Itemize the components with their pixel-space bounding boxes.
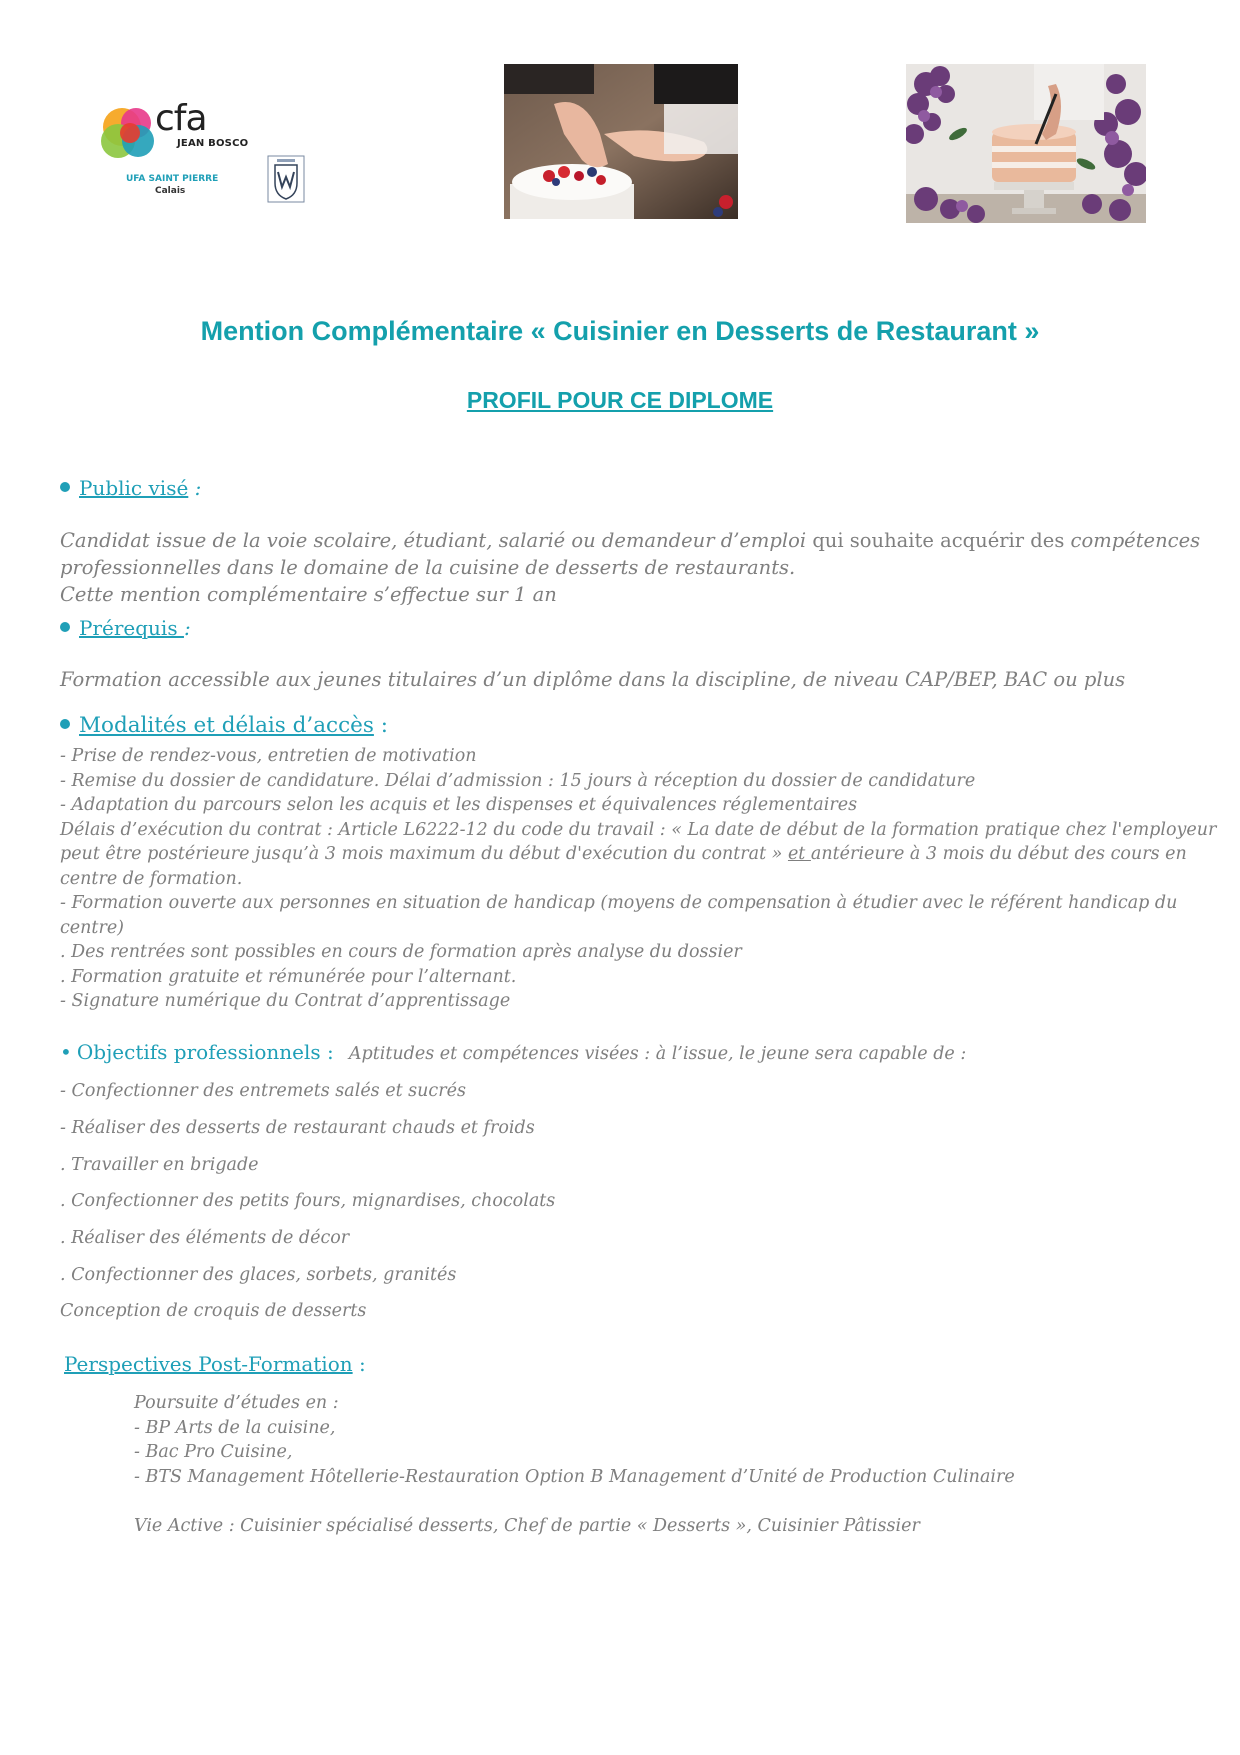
modalites-line: - Adaptation du parcours selon les acquis et les dispenses et équivalences réglementaires [60, 795, 858, 815]
objectifs-intro: Aptitudes et compétences visées : à l’issue, le jeune sera capable de : [348, 1044, 967, 1064]
section-modalites-colon: : [373, 713, 388, 738]
perspectives-line: Poursuite d’études en : [134, 1393, 339, 1413]
section-prerequis-colon: : [183, 616, 191, 640]
cfa-logo-sub: JEAN BOSCO [177, 138, 249, 149]
bullet-dot-icon [60, 482, 70, 492]
modalites-line-contract-b: et [787, 844, 811, 864]
modalites-line: - Remise du dossier de candidature. Délai d’admission : 15 jours à réception du dossier de candidature [60, 770, 976, 791]
modalites-line: - Formation ouverte aux personnes en situation de handicap (moyens de compensation à étudier avec le référent handicap du [60, 893, 1178, 913]
modalites-line-contract-a: peut être postérieure jusqu’à 3 mois maximum du début d'exécution du contrat » [60, 844, 788, 864]
section-perspectives-heading: Perspectives Post-Formation [64, 1352, 353, 1376]
perspectives-line: - Bac Pro Cuisine, [134, 1442, 293, 1462]
perspectives-list [134, 1391, 1214, 1538]
section-perspectives [64, 1352, 366, 1376]
objectif-item: Conception de croquis de desserts [60, 1301, 367, 1321]
modalites-line: centre de formation. [60, 868, 243, 889]
page-title: Mention Complémentaire « Cuisinier en Desserts de Restaurant » [200, 316, 1040, 346]
modalites-line: centre) [60, 917, 125, 938]
section-prerequis [60, 616, 191, 640]
objectif-item: . Travailler en brigade [60, 1155, 259, 1175]
modalites-line-contract [60, 842, 1230, 867]
modalites-line: . Formation gratuite et rémunérée pour l’alternant. [60, 966, 517, 987]
public-line-2: professionnelles dans le domaine de la cuisine de desserts de restaurants. [60, 556, 796, 579]
cfa-logo-word: cfa [155, 98, 207, 139]
section-modalites [60, 713, 388, 738]
ufa-name: UFA SAINT PIERRE [126, 174, 219, 184]
section-objectifs-colon: : [320, 1040, 334, 1064]
perspectives-vie-active: Vie Active : Cuisinier spécialisé desserts, Chef de partie « Desserts », Cuisinier Pâtissier [134, 1515, 920, 1536]
section-prerequis-heading: Prérequis [79, 616, 184, 640]
public-line-3: Cette mention complémentaire s’effectue sur 1 an [60, 583, 557, 606]
objectif-item: . Réaliser des éléments de décor [60, 1228, 350, 1248]
saint-pierre-crest-icon [267, 155, 305, 203]
objectifs-bullet: • [60, 1040, 72, 1064]
objectif-item: - Confectionner des entremets salés et sucrés [60, 1081, 466, 1101]
objectif-item: . Confectionner des glaces, sorbets, granités [60, 1265, 457, 1285]
cfa-logo [95, 98, 315, 212]
cake-decorating-photo [504, 64, 738, 219]
bullet-dot-icon [60, 622, 70, 632]
modalites-line: - Prise de rendez-vous, entretien de motivation [60, 746, 477, 766]
perspectives-line: - BTS Management Hôtellerie-Restauration Option B Management d’Unité de Production Culinaire [134, 1466, 1015, 1487]
spacer [134, 1489, 1214, 1514]
public-line-1a: Candidat issue de la voie scolaire, étudiant, salarié ou demandeur d’emploi [60, 529, 807, 552]
modalites-line: - Signature numérique du Contrat d’apprentissage [60, 991, 511, 1011]
page-subtitle: PROFIL POUR CE DIPLOME [466, 387, 774, 413]
modalites-line-contract-c: antérieure à 3 mois du début des cours en [810, 844, 1187, 864]
public-line-1 [60, 527, 1220, 554]
perspectives-line: - BP Arts de la cuisine, [134, 1417, 336, 1438]
public-line-1c: compétences [1070, 529, 1201, 552]
modalites-list [60, 744, 1230, 1014]
section-modalites-heading: Modalités et délais d’accès [79, 713, 374, 738]
ufa-city: Calais [155, 186, 186, 196]
public-description [60, 527, 1220, 608]
section-public-heading: Public visé [79, 476, 189, 500]
section-public-colon: : [188, 476, 202, 500]
objectif-item: . Confectionner des petits fours, mignardises, chocolats [60, 1191, 556, 1211]
cfa-circles-icon [100, 105, 162, 163]
bullet-dot-icon [60, 719, 70, 729]
modalites-line: Délais d’exécution du contrat : Article L6222-12 du code du travail : « La date de début de la formation pratique chez l'employeur [60, 819, 1217, 840]
cake-lilac-photo-image [906, 64, 1146, 223]
cake-decorating-photo-image [504, 64, 738, 219]
prerequis-text: Formation accessible aux jeunes titulaires d’un diplôme dans la discipline, de niveau CAP/BEP, BAC ou plus [60, 668, 1126, 691]
section-perspectives-colon: : [352, 1352, 366, 1376]
objectif-item: - Réaliser des desserts de restaurant chauds et froids [60, 1118, 535, 1138]
section-objectifs-heading: Objectifs professionnels [76, 1040, 321, 1064]
section-objectifs [60, 1040, 1230, 1064]
section-public [60, 476, 201, 500]
public-line-1b: qui souhaite acquérir des [806, 529, 1071, 552]
cake-lilac-photo [906, 64, 1146, 223]
modalites-line: . Des rentrées sont possibles en cours de formation après analyse du dossier [60, 942, 742, 962]
